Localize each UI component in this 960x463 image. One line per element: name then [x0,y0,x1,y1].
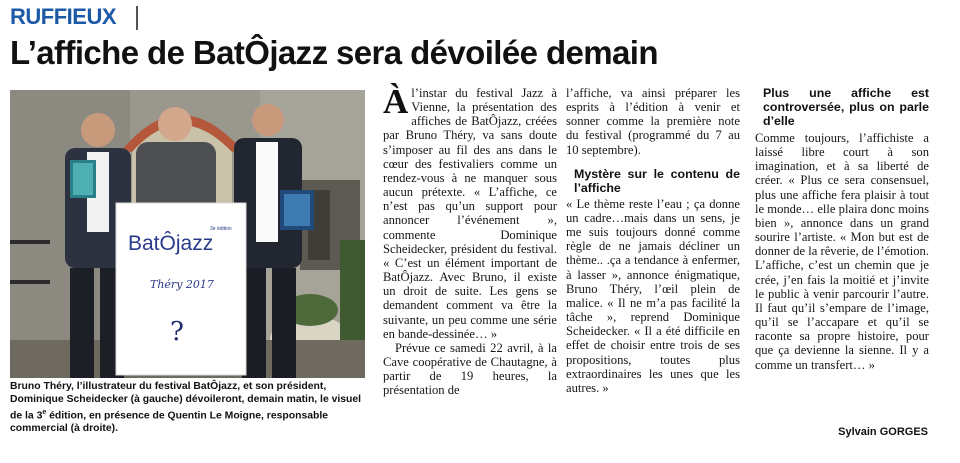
section-subhead: Mystère sur le contenu de l’affiche [574,166,740,195]
article-headline: L’affiche de BatÔjazz sera dévoilée demain [10,34,658,71]
article-column-2 [566,86,740,395]
section-kicker: RUFFIEUX [10,4,116,29]
paragraph: Prévue ce samedi 22 avril, à la Cave coopérative de Chautagne, à partir de 19 heures, la présentation de [383,340,557,398]
photo-illustration [10,90,365,378]
poster-edition: 3e édition [210,226,232,232]
caption-line: commercial (à droite). [10,423,118,435]
kicker-divider [136,6,138,30]
paragraph: l’instar du festival Jazz à Vienne, la présentation des affiches de BatÔjazz, créées par Bruno Théry, va sans doute s’imposer au fil des ans dans le cœur des festivaliers comme un rendez-vous à ne manquer sous aucun prétexte. « L’affiche, ce n’est pas qu’un support pour annoncer l’événement », commente Dominique Scheidecker, président du festival. « C’est un élément important de BatÔjazz. Avec Bruno, il existe un droit de suite. Les gens se demandent comment va être la suivante, un peu comme une série en bande-dessinée… » [383,86,557,341]
author-byline: Sylvain GORGES [838,426,928,438]
caption-line: Bruno Théry, l’illustrateur du festival BatÔjazz, et son président, [10,381,327,392]
paragraph: l’affiche, va ainsi préparer les esprits à l’édition à venir et sonner comme la première note du festival (programmé du 7 au 10 septembre). [566,86,740,157]
article-column-3 [755,86,929,372]
caption-line: de la 3e édition, en présence de Quentin Le Moigne, responsable [10,409,329,422]
paragraph: « Le thème reste l’eau ; ça donne un cadre…mais dans un sens, je me suis toujours donné comme règle de ne jamais décliner un thème.. .ça a tendance à enfermer, à lasser », annonce énigmatique, Bruno Théry, l’œil plein de malice. « Il ne m’a pas facilité la tâche », reprend Dominique Scheidecker. « Il a été difficile en effet de choisir entre trois de ses propositions, toutes plus extraordinaires les unes que les autres. » [566,196,740,395]
section-subhead: Plus une affiche est controversée, plus on parle d’elle [763,86,929,128]
article-column-1 [383,82,557,398]
article-photo [10,90,365,378]
drop-cap: À [383,82,409,121]
poster-question-mark: ? [170,317,184,347]
caption-line: Dominique Scheidecker (à gauche) dévoileront, demain matin, le visuel [10,394,362,405]
poster-brand: BatÔjazz [128,232,214,255]
photo-caption [10,380,366,435]
paragraph: Comme toujours, l’affichiste a laissé libre court à son imagination, et à sa liberté de créer. « Plus ce sera consensuel, plus une affiche fera plaisir à tout le monde… elle plaira donc moins bien », annonce dans un grand sourire l’artiste. « Mon but est de donner de la rêverie, de l’émotion. L’affiche, c’est un chemin que je crée, j’en fais la moitié et j’invite le public à venir parcourir l’autre. Il faut qu’il s’empare de l’image, qu’il se l’accapare et qu’il se raconte sa propre histoire, pour que ça devienne la sienne. Il y a comme un transfert… » [755,131,929,372]
poster-signature: Théry 2017 [150,278,214,291]
